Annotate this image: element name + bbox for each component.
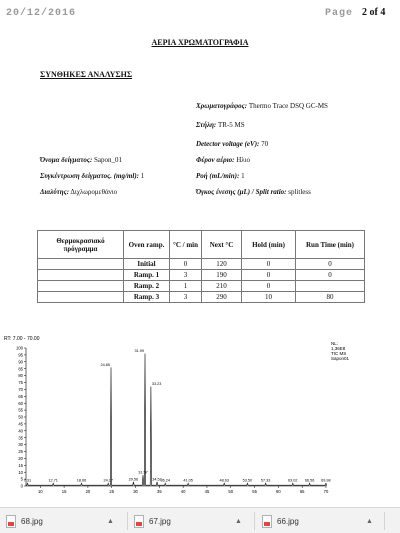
- flow-label: Ροή (mL/min):: [196, 172, 240, 180]
- chromatograph-label: Χρωματογράφος:: [196, 102, 248, 110]
- peak-label: 31.57: [138, 470, 148, 475]
- image-file-icon: [134, 515, 144, 528]
- table-cell: 120: [202, 259, 242, 270]
- info-line: NL:: [331, 341, 339, 346]
- peak-label: 66.56: [304, 478, 315, 483]
- download-file-name: 67.jpg: [149, 516, 171, 526]
- chromatogram-info: [331, 341, 350, 361]
- column-label: Στήλη:: [196, 121, 217, 129]
- y-tick-label: 25: [18, 449, 23, 455]
- x-tick-label: 65: [299, 489, 305, 494]
- y-tick-label: 65: [18, 393, 23, 399]
- detector-value: 70: [259, 140, 269, 148]
- chromatograph-field: [196, 102, 328, 110]
- info-line: TIC MS: [331, 351, 347, 356]
- header-hold: Hold (min): [242, 231, 296, 259]
- table-row: [38, 259, 365, 270]
- chromatograph-value: Thermo Trace DSQ GC-MS: [247, 102, 328, 110]
- carrier-gas-label: Φέρον αέριο:: [196, 156, 235, 164]
- table-header-row: [38, 231, 365, 259]
- solvent-label: Διαλύτης:: [40, 188, 70, 196]
- y-tick-label: 45: [18, 421, 23, 427]
- carrier-gas-value: Ηλιο: [234, 156, 250, 164]
- info-line: Sapon01: [331, 356, 350, 361]
- sample-name-value: Sapon_01: [92, 156, 123, 164]
- chevron-up-icon[interactable]: ▲: [235, 518, 242, 525]
- y-tick-label: 5: [20, 476, 23, 482]
- sample-name-label: Όνομα δείγματος:: [40, 156, 93, 164]
- divider: [384, 512, 385, 530]
- y-tick-label: 100: [16, 345, 23, 351]
- table-cell: 0: [170, 259, 202, 270]
- divider: [254, 512, 255, 530]
- table-cell: [38, 270, 124, 281]
- injection-label: Όγκος ένεσης (μL) / Split ratio:: [196, 188, 287, 196]
- download-item[interactable]: [262, 512, 299, 530]
- downloads-bar: [0, 507, 400, 533]
- table-cell: 80: [296, 292, 365, 303]
- download-file-name: 66.jpg: [277, 516, 299, 526]
- column-value: TR-5 MS: [216, 121, 245, 129]
- table-cell: [38, 292, 124, 303]
- x-tick-label: 45: [204, 489, 210, 494]
- table-cell: 0: [242, 259, 296, 270]
- table-cell: 3: [170, 270, 202, 281]
- peak-label: 63.02: [288, 478, 298, 483]
- table-cell: 210: [202, 281, 242, 292]
- peak-label: 31.99: [134, 349, 144, 354]
- peak-label: 57.33: [260, 478, 271, 483]
- table-cell: 0: [296, 270, 365, 281]
- table-row: [38, 270, 365, 281]
- y-tick-label: 0: [20, 483, 23, 489]
- injection-value: splitless: [286, 188, 311, 196]
- chevron-up-icon[interactable]: ▲: [366, 518, 373, 525]
- table-cell: [296, 281, 365, 292]
- y-tick-label: 40: [18, 428, 23, 434]
- y-tick-label: 85: [18, 366, 23, 372]
- flow-value: 1: [239, 172, 245, 180]
- detector-field: [196, 140, 268, 148]
- y-tick-label: 70: [18, 387, 23, 392]
- solvent-value: Διχλωρομεθάνιο: [69, 188, 118, 196]
- y-tick-label: 60: [18, 400, 23, 406]
- peak-label: 69.98: [321, 478, 331, 483]
- table-cell: 190: [202, 270, 242, 281]
- table-cell: 3: [170, 292, 202, 303]
- table-cell: 1: [170, 281, 202, 292]
- temperature-program-table: [37, 230, 365, 303]
- x-tick-label: 40: [180, 489, 186, 494]
- injection-field: [196, 188, 311, 196]
- header-next-temp: Next °C: [202, 231, 242, 259]
- download-item[interactable]: [134, 512, 171, 530]
- x-tick-label: 25: [109, 489, 115, 494]
- table-cell: Ramp. 2: [124, 281, 170, 292]
- peak-label: 18.66: [76, 478, 87, 483]
- table-cell: [38, 281, 124, 292]
- y-tick-label: 50: [18, 414, 23, 420]
- concentration-field: [40, 172, 144, 180]
- chromatogram-chart: [0, 334, 400, 504]
- document-title: ΑΕΡΙΑ ΧΡΩΜΑΤΟΓΡΑΦΙΑ: [151, 38, 249, 47]
- table-cell: 0: [296, 259, 365, 270]
- print-date: 20/12/2016: [6, 8, 77, 19]
- x-tick-label: 50: [228, 489, 234, 494]
- peak-label: 12.71: [48, 478, 58, 483]
- peak-label: 36.24: [160, 478, 170, 483]
- page-header: [0, 0, 400, 26]
- download-file-name: 68.jpg: [21, 516, 43, 526]
- table-cell: Initial: [124, 259, 170, 270]
- y-tick-label: 75: [18, 380, 23, 386]
- y-tick-label: 80: [18, 373, 23, 379]
- concentration-value: 1: [138, 172, 145, 180]
- concentration-label: Συγκέντρωση δείγματος. (mg/ml):: [40, 172, 139, 180]
- y-tick-label: 10: [18, 469, 23, 475]
- info-line: 1,36E8: [331, 346, 346, 351]
- page-number: 2 of 4: [362, 7, 386, 18]
- chromatogram-peaks: [24, 349, 331, 485]
- header-run-time: Run Time (min): [296, 231, 365, 259]
- chromatogram-axes: [16, 346, 329, 494]
- tic-trace: [23, 354, 327, 486]
- y-tick-label: 55: [18, 407, 23, 413]
- x-tick-label: 60: [276, 489, 281, 494]
- x-tick-label: 30: [133, 489, 138, 494]
- solvent-field: [40, 188, 117, 196]
- peak-label: 24.85: [100, 362, 110, 367]
- table-row: [38, 292, 365, 303]
- header-oven-ramp: Oven ramp.: [124, 231, 170, 259]
- peak-label: 41.05: [183, 478, 193, 483]
- chevron-up-icon[interactable]: ▲: [107, 518, 114, 525]
- detector-label: Detector voltage (eV):: [196, 140, 260, 148]
- x-tick-label: 55: [252, 489, 257, 494]
- header-program: Θερμοκρασιακό πρόγραμμα: [38, 231, 124, 259]
- peak-label: 24.27: [103, 478, 113, 483]
- table-cell: 0: [242, 270, 296, 281]
- y-tick-label: 35: [18, 435, 23, 441]
- table-cell: 10: [242, 292, 296, 303]
- y-tick-label: 30: [18, 442, 23, 448]
- peak-label: 33.23: [151, 382, 162, 387]
- x-tick-label: 20: [85, 489, 91, 494]
- table-row: [38, 281, 365, 292]
- y-tick-label: 95: [18, 352, 23, 358]
- divider: [127, 512, 128, 530]
- column-field: [196, 121, 245, 129]
- download-item[interactable]: [6, 512, 43, 530]
- chromatogram-range-label: RT: 7.00 - 70.00: [4, 336, 40, 342]
- x-tick-label: 70: [323, 489, 329, 494]
- sample-name-field: [40, 156, 122, 164]
- table-cell: Ramp. 1: [124, 270, 170, 281]
- y-tick-label: 90: [18, 359, 23, 365]
- x-tick-label: 10: [37, 489, 43, 494]
- image-file-icon: [262, 515, 272, 528]
- peak-label: 34.52: [152, 477, 162, 482]
- image-file-icon: [6, 515, 16, 528]
- table-cell: [38, 259, 124, 270]
- header-rate: °C / min: [170, 231, 202, 259]
- table-cell: 0: [242, 281, 296, 292]
- table-cell: 290: [202, 292, 242, 303]
- y-tick-label: 20: [18, 456, 23, 461]
- table-cell: Ramp. 3: [124, 292, 170, 303]
- x-tick-label: 35: [156, 489, 162, 494]
- y-tick-label: 15: [18, 462, 23, 468]
- peak-label: 29.56: [128, 477, 139, 482]
- peak-label: 53.50: [242, 478, 253, 483]
- flow-field: [196, 172, 245, 180]
- x-tick-label: 15: [61, 489, 67, 494]
- peak-label: 48.63: [219, 478, 229, 483]
- page-label: Page: [325, 8, 354, 19]
- peak-label: 7.31: [23, 478, 32, 483]
- carrier-gas-field: [196, 156, 250, 164]
- section-title: ΣΥΝΘΗΚΕΣ ΑΝΑΛΥΣΗΣ: [40, 70, 133, 79]
